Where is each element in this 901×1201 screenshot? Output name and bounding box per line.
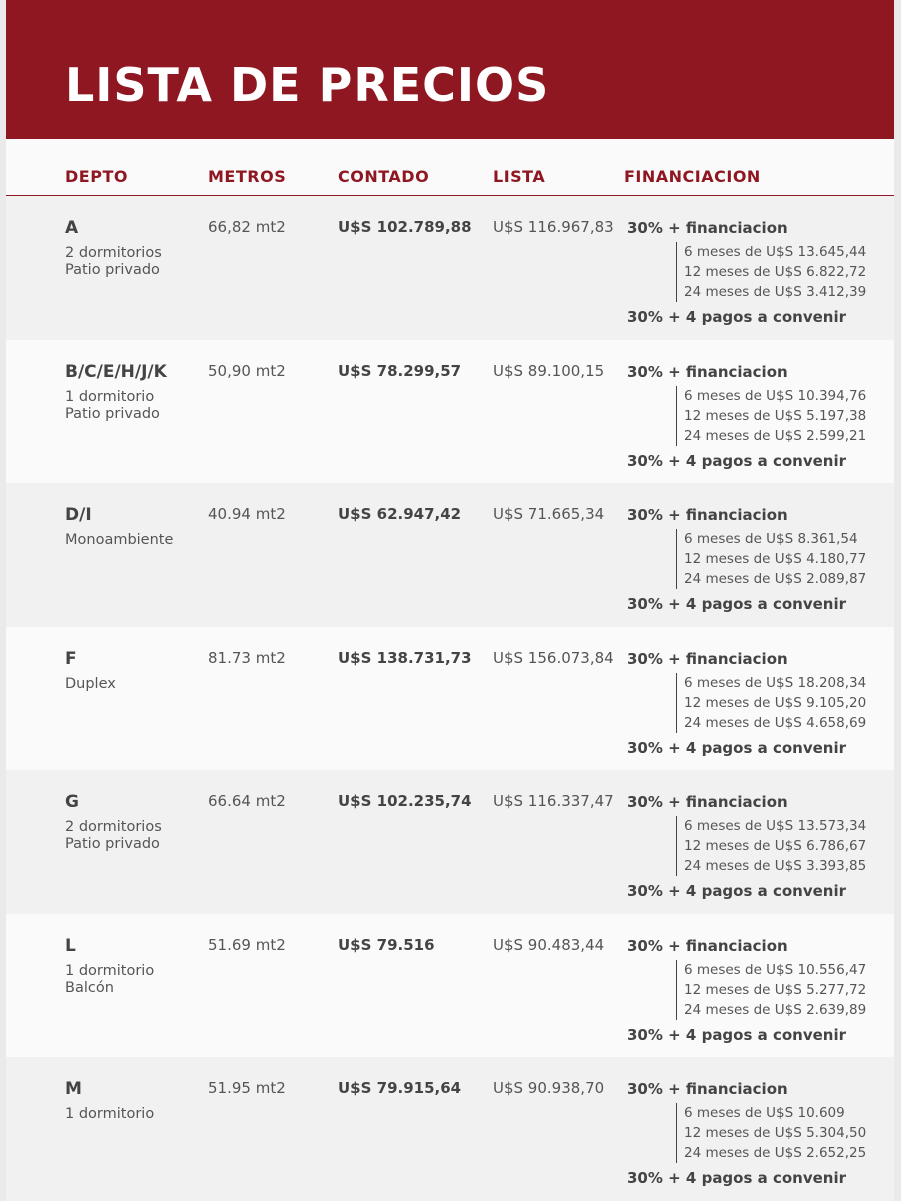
financing-plan-line: 6 meses de U$S 10.394,76: [684, 387, 867, 404]
table-row: [6, 1057, 894, 1201]
financing-plans: [676, 386, 866, 446]
financing-plans: [676, 242, 866, 302]
depto-code: A: [65, 218, 79, 238]
column-header-metros: METROS: [208, 167, 287, 186]
price-list-page: [6, 0, 894, 1200]
financing-plan-line: 6 meses de U$S 8.361,54: [684, 531, 858, 547]
depto-description: [65, 963, 205, 997]
financing-plan-line: 12 meses de U$S 5.277,72: [684, 981, 867, 998]
financing-alternative: 30% + 4 pagos a convenir: [627, 738, 847, 757]
lista-price: U$S 90.483,44: [493, 935, 605, 954]
financing-title: 30% + financiacion: [627, 936, 788, 955]
financing-plans: [676, 816, 866, 876]
column-header-row: [6, 139, 894, 196]
metros-value: 40.94 mt2: [208, 505, 286, 523]
financing-plan-line: 12 meses de U$S 6.786,67: [684, 838, 867, 854]
contado-price: U$S 78.299,57: [338, 361, 462, 380]
financing-title: 30% + financiacion: [627, 649, 788, 668]
page-title: LISTA DE PRECIOS: [65, 58, 550, 112]
financing-plan-line: 6 meses de U$S 18.208,34: [684, 674, 867, 691]
depto-description-line: 1 dormitorio: [65, 962, 155, 979]
financing-alternative: 30% + 4 pagos a convenir: [627, 1169, 847, 1187]
lista-price: U$S 116.337,47: [493, 792, 614, 810]
financing-alternative: 30% + 4 pagos a convenir: [627, 451, 847, 470]
depto-description: [65, 1106, 205, 1123]
financing-title: 30% + financiacion: [627, 1080, 788, 1098]
lista-price: U$S 89.100,15: [493, 361, 605, 380]
contado-price: U$S 62.947,42: [338, 505, 462, 523]
financing-plan-line: 24 meses de U$S 4.658,69: [684, 714, 867, 731]
financing-plan-line: 6 meses de U$S 13.573,34: [684, 818, 867, 834]
financing-plans: [676, 1103, 866, 1163]
financing-plan-line: 24 meses de U$S 3.393,85: [684, 858, 867, 874]
metros-value: 66.64 mt2: [208, 792, 286, 810]
depto-description-line: Balcón: [65, 979, 114, 996]
depto-description-line: 2 dormitorios: [65, 245, 162, 261]
financing-plan-line: 12 meses de U$S 5.197,38: [684, 407, 867, 424]
depto-description-line: Patio privado: [65, 836, 160, 852]
table-row: [6, 483, 894, 627]
table-row: [6, 627, 894, 771]
financing-plans: [676, 673, 866, 733]
table-row: [6, 770, 894, 914]
metros-value: 51.69 mt2: [208, 935, 286, 954]
depto-description: [65, 389, 205, 423]
price-table-body: [6, 196, 894, 1201]
depto-code: D/I: [65, 505, 92, 525]
depto-description-line: Monoambiente: [65, 532, 174, 548]
financing-plan-line: 6 meses de U$S 10.609: [684, 1105, 845, 1121]
depto-code: G: [65, 792, 79, 812]
contado-price: U$S 79.516: [338, 935, 435, 954]
contado-price: U$S 79.915,64: [338, 1079, 462, 1097]
metros-value: 81.73 mt2: [208, 648, 286, 667]
depto-code: B/C/E/H/J/K: [65, 361, 167, 382]
column-header-depto: DEPTO: [65, 167, 128, 186]
financing-plan-line: 24 meses de U$S 3.412,39: [684, 284, 867, 300]
financing-plan-line: 12 meses de U$S 4.180,77: [684, 551, 867, 567]
header-banner: [6, 0, 894, 139]
financing-alternative: 30% + 4 pagos a convenir: [627, 595, 847, 613]
contado-price: U$S 138.731,73: [338, 648, 472, 667]
financing-plan-line: 12 meses de U$S 9.105,20: [684, 694, 867, 711]
column-header-lista: LISTA: [493, 167, 546, 186]
depto-code: M: [65, 1079, 82, 1099]
column-header-financiacion: FINANCIACION: [624, 167, 761, 186]
financing-plan-line: 12 meses de U$S 6.822,72: [684, 264, 867, 280]
depto-description-line: Patio privado: [65, 405, 160, 422]
depto-description-line: Duplex: [65, 675, 116, 692]
depto-description-line: 1 dormitorio: [65, 1106, 155, 1122]
financing-title: 30% + financiacion: [627, 362, 788, 381]
contado-price: U$S 102.789,88: [338, 218, 472, 236]
lista-price: U$S 116.967,83: [493, 218, 614, 236]
depto-description-line: 2 dormitorios: [65, 819, 162, 835]
financing-plans: [676, 529, 866, 589]
financing-plan-line: 24 meses de U$S 2.599,21: [684, 427, 867, 444]
depto-description-line: 1 dormitorio: [65, 388, 155, 405]
financing-plan-line: 24 meses de U$S 2.652,25: [684, 1145, 867, 1161]
financing-plan-line: 24 meses de U$S 2.089,87: [684, 571, 867, 587]
financing-alternative: 30% + 4 pagos a convenir: [627, 1025, 847, 1044]
contado-price: U$S 102.235,74: [338, 792, 472, 810]
depto-description: [65, 676, 205, 693]
table-row: [6, 196, 894, 340]
depto-description: [65, 532, 205, 549]
financing-plans: [676, 960, 866, 1020]
financing-plan-line: 12 meses de U$S 5.304,50: [684, 1125, 867, 1141]
depto-code: F: [65, 648, 77, 669]
financing-title: 30% + financiacion: [627, 219, 788, 237]
financing-plan-line: 6 meses de U$S 13.645,44: [684, 244, 867, 260]
lista-price: U$S 71.665,34: [493, 505, 605, 523]
financing-alternative: 30% + 4 pagos a convenir: [627, 308, 847, 326]
table-row: [6, 914, 894, 1058]
financing-alternative: 30% + 4 pagos a convenir: [627, 882, 847, 900]
metros-value: 51.95 mt2: [208, 1079, 286, 1097]
financing-title: 30% + financiacion: [627, 793, 788, 811]
lista-price: U$S 156.073,84: [493, 648, 614, 667]
table-row: [6, 340, 894, 484]
depto-description-line: Patio privado: [65, 262, 160, 278]
depto-description: [65, 245, 205, 279]
lista-price: U$S 90.938,70: [493, 1079, 605, 1097]
financing-title: 30% + financiacion: [627, 506, 788, 524]
financing-plan-line: 6 meses de U$S 10.556,47: [684, 961, 867, 978]
metros-value: 66,82 mt2: [208, 218, 286, 236]
depto-code: L: [65, 935, 76, 956]
financing-plan-line: 24 meses de U$S 2.639,89: [684, 1001, 867, 1018]
metros-value: 50,90 mt2: [208, 361, 286, 380]
column-header-contado: CONTADO: [338, 167, 430, 186]
depto-description: [65, 819, 205, 853]
